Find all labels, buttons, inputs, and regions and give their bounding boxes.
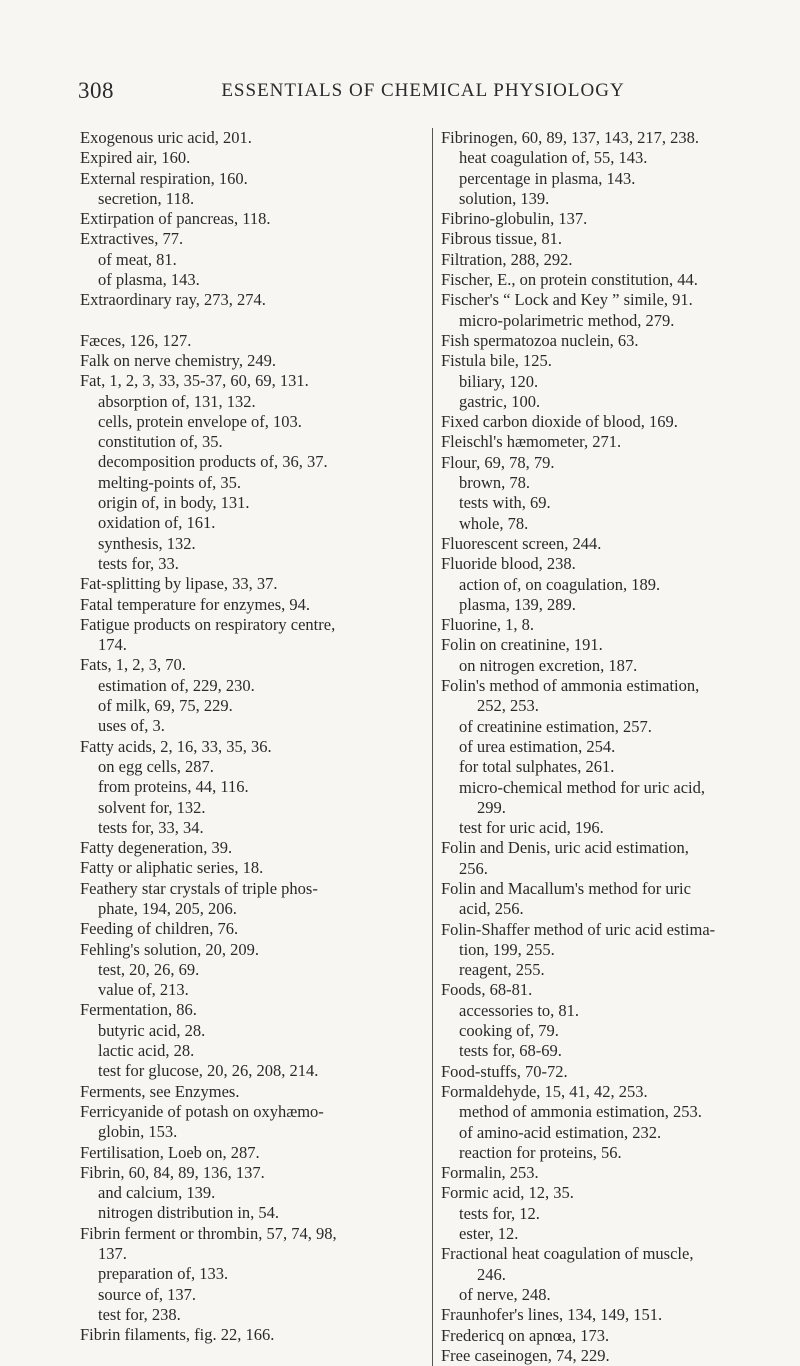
- index-entry: 252, 253.: [477, 696, 539, 716]
- index-entry: test, 20, 26, 69.: [98, 959, 200, 979]
- index-entry: Fatty or aliphatic series, 18.: [80, 858, 264, 878]
- index-entry: Feathery star crystals of triple phos-: [80, 878, 318, 898]
- index-entry: and calcium, 139.: [98, 1183, 216, 1203]
- index-entry: Ferments, see Enzymes.: [80, 1081, 240, 1101]
- index-entry: solution, 139.: [459, 188, 550, 208]
- index-entry: Fæces, 126, 127.: [80, 330, 192, 350]
- index-entry: cooking of, 79.: [459, 1021, 559, 1041]
- index-entry: method of ammonia estimation, 253.: [459, 1102, 702, 1122]
- index-entry: Fats, 1, 2, 3, 70.: [80, 655, 186, 675]
- index-entry: of creatinine estimation, 257.: [459, 716, 652, 736]
- index-entry: Fat-splitting by lipase, 33, 37.: [80, 574, 278, 594]
- index-entry: Foods, 68-81.: [441, 980, 533, 1000]
- page-number: 308: [78, 78, 114, 103]
- index-entry: Fehling's solution, 20, 209.: [80, 939, 259, 959]
- index-entry: ester, 12.: [459, 1224, 519, 1244]
- index-entry: Folin-Shaffer method of uric acid estima-: [441, 919, 716, 939]
- index-entry: on nitrogen excretion, 187.: [459, 655, 638, 675]
- index-entry: 256.: [459, 858, 488, 878]
- index-entry: Fistula bile, 125.: [441, 351, 552, 371]
- index-entry: of nerve, 248.: [459, 1284, 551, 1304]
- index-entry: Fredericq on apnœa, 173.: [441, 1325, 610, 1345]
- index-entry: Fermentation, 86.: [80, 1000, 197, 1020]
- index-entry: tests for, 12.: [459, 1203, 540, 1223]
- index-entry: Fibrin filaments, fig. 22, 166.: [80, 1325, 275, 1345]
- index-entry: of amino-acid estimation, 232.: [459, 1122, 662, 1142]
- index-entry: percentage in plasma, 143.: [459, 168, 636, 188]
- index-entry: Fibrin ferment or thrombin, 57, 74, 98,: [80, 1223, 337, 1243]
- index-entry: secretion, 118.: [98, 188, 195, 208]
- index-entry: Fatty degeneration, 39.: [80, 838, 233, 858]
- index-entry: plasma, 139, 289.: [459, 594, 576, 614]
- index-entry: Fischer's “ Lock and Key ” simile, 91.: [441, 290, 693, 310]
- index-entry: lactic acid, 28.: [98, 1041, 195, 1061]
- index-entry: 246.: [477, 1264, 506, 1284]
- index-entry: biliary, 120.: [459, 371, 539, 391]
- index-entry: uses of, 3.: [98, 716, 165, 736]
- index-entry: of plasma, 143.: [98, 270, 200, 290]
- index-entry: Falk on nerve chemistry, 249.: [80, 350, 276, 370]
- index-entry: Fractional heat coagulation of muscle,: [441, 1244, 694, 1264]
- index-entry: tests for, 33, 34.: [98, 817, 204, 837]
- index-entry: Folin and Macallum's method for uric: [441, 878, 691, 898]
- index-entry: micro-chemical method for uric acid,: [459, 777, 706, 797]
- index-entry: Fatty acids, 2, 16, 33, 35, 36.: [80, 736, 272, 756]
- index-entry: preparation of, 133.: [98, 1264, 229, 1284]
- index-entry: accessories to, 81.: [459, 1000, 580, 1020]
- index-entry: gastric, 100.: [459, 391, 541, 411]
- index-entry: Fibrinogen, 60, 89, 137, 143, 217, 238.: [441, 128, 700, 147]
- index-entry: Fleischl's hæmometer, 271.: [441, 432, 622, 452]
- index-entry: tion, 199, 255.: [459, 939, 555, 959]
- index-entry: Fat, 1, 2, 3, 33, 35-37, 60, 69, 131.: [80, 371, 309, 391]
- index-entry: Fischer, E., on protein constitution, 44.: [441, 270, 698, 290]
- index-entry: heat coagulation of, 55, 143.: [459, 148, 648, 168]
- index-entry: of milk, 69, 75, 229.: [98, 696, 233, 716]
- index-entry: of urea estimation, 254.: [459, 736, 616, 756]
- index-entry: Folin on creatinine, 191.: [441, 635, 603, 655]
- index-entry: Fluorine, 1, 8.: [441, 615, 535, 635]
- index-entry: butyric acid, 28.: [98, 1020, 206, 1040]
- index-entry: test for glucose, 20, 26, 208, 214.: [98, 1061, 319, 1081]
- index-entry: origin of, in body, 131.: [98, 493, 250, 513]
- index-entry: absorption of, 131, 132.: [98, 391, 256, 411]
- index-entry: Food-stuffs, 70-72.: [441, 1061, 568, 1081]
- index-entry: reagent, 255.: [459, 960, 545, 980]
- index-entry: synthesis, 132.: [98, 533, 196, 553]
- index-column-left: [80, 128, 405, 1346]
- index-entry: reaction for proteins, 56.: [459, 1142, 622, 1162]
- index-entry: for total sulphates, 261.: [459, 757, 615, 777]
- index-entry: test for, 238.: [98, 1304, 181, 1324]
- index-entry: whole, 78.: [459, 513, 529, 533]
- index-entry: Fibrous tissue, 81.: [441, 229, 563, 249]
- running-head: ESSENTIALS OF CHEMICAL PHYSIOLOGY: [221, 80, 625, 101]
- index-entry: Fluorescent screen, 244.: [441, 533, 602, 553]
- index-entry: from proteins, 44, 116.: [98, 777, 249, 797]
- index-entry: Feeding of children, 76.: [80, 919, 239, 939]
- index-entry: tests for, 68-69.: [459, 1041, 562, 1061]
- index-entry: Formaldehyde, 15, 41, 42, 253.: [441, 1081, 648, 1101]
- index-entry: External respiration, 160.: [80, 168, 248, 188]
- index-entry: of meat, 81.: [98, 249, 177, 269]
- index-entry: value of, 213.: [98, 980, 189, 1000]
- index-entry: Extraordinary ray, 273, 274.: [80, 290, 266, 310]
- index-entry: Expired air, 160.: [80, 148, 191, 168]
- index-entry: Folin's method of ammonia estimation,: [441, 676, 700, 696]
- index-entry: test for uric acid, 196.: [459, 818, 604, 838]
- index-entry: acid, 256.: [459, 899, 524, 919]
- index-entry: melting-points of, 35.: [98, 472, 241, 492]
- index-entry: Formalin, 253.: [441, 1163, 539, 1183]
- index-entry: Fish spermatozoa nuclein, 63.: [441, 330, 639, 350]
- index-entry: Fatigue products on respiratory centre,: [80, 614, 336, 634]
- index-entry: Extirpation of pancreas, 118.: [80, 209, 271, 229]
- index-entry: Free caseinogen, 74, 229.: [441, 1345, 610, 1365]
- index-entry: phate, 194, 205, 206.: [98, 898, 237, 918]
- index-entry: 299.: [477, 797, 506, 817]
- index-entry: action of, on coagulation, 189.: [459, 574, 661, 594]
- index-entry: Ferricyanide of potash on oxyhæmo-: [80, 1101, 324, 1121]
- index-entry: Formic acid, 12, 35.: [441, 1183, 574, 1203]
- index-entry: solvent for, 132.: [98, 797, 206, 817]
- index-entry: Fixed carbon dioxide of blood, 169.: [441, 412, 678, 432]
- index-entry: source of, 137.: [98, 1284, 197, 1304]
- index-entry: brown, 78.: [459, 473, 531, 493]
- index-entry: cells, protein envelope of, 103.: [98, 411, 302, 431]
- index-entry: on egg cells, 287.: [98, 756, 214, 776]
- index-entry: Fibrin, 60, 84, 89, 136, 137.: [80, 1162, 265, 1182]
- index-entry: oxidation of, 161.: [98, 513, 216, 533]
- index-entry: tests for, 33.: [98, 553, 179, 573]
- index-entry: Folin and Denis, uric acid estimation,: [441, 838, 689, 858]
- index-entry: Extractives, 77.: [80, 229, 184, 249]
- index-entry: decomposition products of, 36, 37.: [98, 452, 328, 472]
- index-entry: constitution of, 35.: [98, 432, 223, 452]
- index-entry: 137.: [98, 1244, 127, 1264]
- index-entry: micro-polarimetric method, 279.: [459, 310, 675, 330]
- index-entry: Fatal temperature for enzymes, 94.: [80, 594, 310, 614]
- index-column-right: [432, 128, 753, 1366]
- index-entry: Exogenous uric acid, 201.: [80, 128, 252, 147]
- index-entry: Fibrino-globulin, 137.: [441, 209, 588, 229]
- index-entry: Filtration, 288, 292.: [441, 249, 573, 269]
- index-entry: nitrogen distribution in, 54.: [98, 1203, 280, 1223]
- index-entry: 174.: [98, 635, 127, 655]
- index-entry: Flour, 69, 78, 79.: [441, 452, 555, 472]
- index-entry: tests with, 69.: [459, 493, 551, 513]
- index-entry: Fertilisation, Loeb on, 287.: [80, 1142, 260, 1162]
- index-entry: estimation of, 229, 230.: [98, 675, 255, 695]
- index-entry: globin, 153.: [98, 1122, 178, 1142]
- index-entry: Fluoride blood, 238.: [441, 554, 576, 574]
- index-entry: Fraunhofer's lines, 134, 149, 151.: [441, 1305, 663, 1325]
- page-header: [78, 78, 738, 108]
